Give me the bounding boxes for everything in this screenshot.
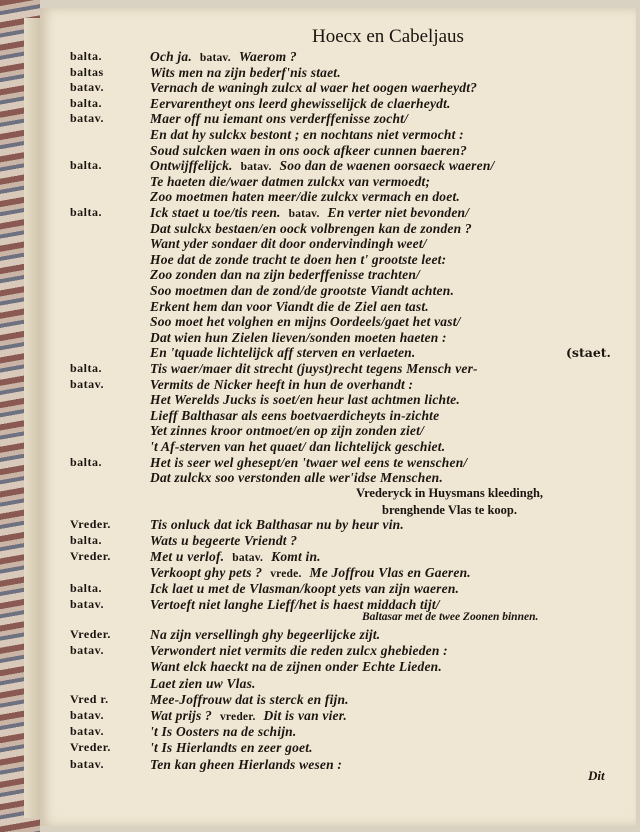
verse-text: Vertoeft niet langhe Lieff/het is haest middach tijt/ <box>150 597 440 612</box>
speaker-label: batav. <box>70 724 105 739</box>
verse-text: Hoe dat de zonde tracht te doen hen t' grootste leet: <box>150 251 447 267</box>
verse-text: Vernach de waningh zulcx al waer het oogen waerheydt? <box>150 80 478 96</box>
verse-text: Yet zinnes kroor ontmoet/en op zijn zonden ziet/ <box>150 423 425 439</box>
verse-text: Dat wien hun Zielen lieven/sonden moeten haeten : <box>150 329 447 345</box>
verse-text: Ick laet u met de Vlasman/koopt yets van zijn waeren. <box>150 581 460 596</box>
verse-text: Erkent hem dan voor Viandt die de Ziel aen tast. <box>150 298 429 314</box>
verse-text: Och ja. batav. Waerom ? <box>150 49 297 64</box>
speaker-label: Vreder. <box>70 549 111 563</box>
speaker-label: balta. <box>70 205 103 219</box>
speaker-label: balta. <box>70 361 103 375</box>
verse-text: 't Is Hierlandts en zeer goet. <box>150 740 313 756</box>
speaker-label: balta. <box>70 49 103 63</box>
verse-text: 't Is Oosters na de schijn. <box>150 724 297 740</box>
speaker-label: batav. <box>70 80 105 95</box>
speaker-label: batav. <box>70 708 105 722</box>
speaker-label: batav. <box>70 756 105 771</box>
verse-text: Het Werelds Jucks is soet/en heur last achtmen lichte. <box>150 392 460 408</box>
verse-text: Want yder sondaer dit door ondervindingh weet/ <box>150 236 427 252</box>
verse-text: Soo moetmen dan de zond/de grootste Viandt achten. <box>150 283 455 298</box>
verse-text: Wat prijs ? vreder. Dit is van vier. <box>150 708 347 723</box>
inline-speaker-label: vrede. <box>270 568 302 580</box>
speaker-label: batav. <box>70 111 105 126</box>
verse-text: Dat sulckx bestaen/en oock volbrengen kan de zonden ? <box>150 220 472 236</box>
verse-text: Verkoopt ghy pets ? vrede. Me Joffrou Vlas en Gaeren. <box>150 565 471 580</box>
verse-text: Eervarentheyt ons leerd ghewisselijck de claerheydt. <box>150 95 451 111</box>
verse-text: Wats u begeerte Vriendt ? <box>150 533 298 548</box>
inline-speaker-label: batav. <box>240 161 272 174</box>
verse-text: En 'tquade lichtelijck aff sterven en verlaeten. <box>150 345 416 361</box>
verse-text: 't Af-sterven van het quaet/ dan lichtelijck geschiet. <box>150 439 446 454</box>
running-header: Hoecx en Cabeljaus <box>312 26 464 47</box>
stage-direction-1a: Vrederyck in Huysmans kleedingh, <box>356 486 544 500</box>
inline-speaker-label: vreder. <box>219 711 256 723</box>
inline-speaker-label: batav. <box>199 52 231 64</box>
line-suffix: (staet. <box>566 345 611 361</box>
speaker-label: Vred r. <box>70 691 109 706</box>
verse-text: Tis onluck dat ick Balthasar nu by heur vin. <box>150 517 404 532</box>
verse-text: Wits men na zijn bederf'nis staet. <box>150 64 341 80</box>
verse-text: Zoo moetmen haten meer/die zulckx vermach en doet. <box>150 189 460 205</box>
speaker-label: Vreder. <box>70 627 111 641</box>
verse-text: Mee-Joffrouw dat is sterck en fijn. <box>150 691 349 707</box>
verse-text: Laet zien uw Vlas. <box>150 675 256 691</box>
verse-text: Verwondert niet vermits die reden zulcx ghebieden : <box>150 643 448 659</box>
speaker-label: balta. <box>70 95 103 110</box>
verse-text: Maer off nu iemant ons verderffenisse zocht/ <box>150 111 409 127</box>
verse-text: Zoo zonden dan na zijn bederffenisse trachten/ <box>150 267 420 283</box>
verse-text: Soud sulcken waen in ons oock afkeer cunnen baeren? <box>150 142 467 158</box>
verse-text: Het is seer wel ghesept/en 'twaer wel eens te wenschen/ <box>150 454 468 470</box>
catchword: Dit <box>588 768 605 783</box>
verse-text: Tis waer/maer dit strecht (juyst)recht tegens Mensch ver- <box>150 361 478 376</box>
speaker-label: batav. <box>70 597 105 611</box>
verse-text: Te haeten die/waer datmen zulckx van vermoedt; <box>150 173 431 189</box>
verse-text: Met u verlof. batav. Komt in. <box>150 549 321 564</box>
stage-direction-1b: brenghende Vlas te koop. <box>382 503 517 517</box>
speaker-label: Vreder. <box>70 517 111 531</box>
verse-text: Na zijn versellingh ghy begeerlijcke zijt. <box>150 627 381 642</box>
speaker-label: Vreder. <box>70 740 111 755</box>
verse-text: Ick staet u toe/tis reen. batav. En verter niet bevonden/ <box>150 205 470 220</box>
verse-text: Soo moet het volghen en mijns Oordeels/gaet het vast/ <box>150 314 461 330</box>
verse-text: Ten kan gheen Hierlands wesen : <box>150 756 343 772</box>
verse-text: Want elck haeckt na de zijnen onder Echte Lieden. <box>150 659 442 675</box>
speaker-label: balta. <box>70 581 103 595</box>
inline-speaker-label: batav. <box>232 552 264 564</box>
verse-text: Dat zulckx soo verstonden alle wer'idse Menschen. <box>150 470 443 486</box>
speaker-label: baltas <box>70 64 104 79</box>
speaker-label: batav. <box>70 643 105 658</box>
speaker-label: batav. <box>70 376 105 391</box>
verse-text: En dat hy sulckx bestont ; en nochtans niet vermocht : <box>150 127 464 142</box>
speaker-label: balta. <box>70 533 103 547</box>
stage-direction-2: Baltasar met de twee Zoonen binnen. <box>362 611 539 623</box>
speaker-label: balta. <box>70 454 103 469</box>
verse-text: Lieff Balthasar als eens boetvaerdicheyts in-zichte <box>150 407 440 423</box>
inline-speaker-label: batav. <box>288 208 320 220</box>
speaker-label: balta. <box>70 158 103 173</box>
verse-text: Ontwijffelijck. batav. Soo dan de waenen oorsaeck waeren/ <box>150 158 495 174</box>
verse-text: Vermits de Nicker heeft in hun de overhandt : <box>150 376 414 392</box>
